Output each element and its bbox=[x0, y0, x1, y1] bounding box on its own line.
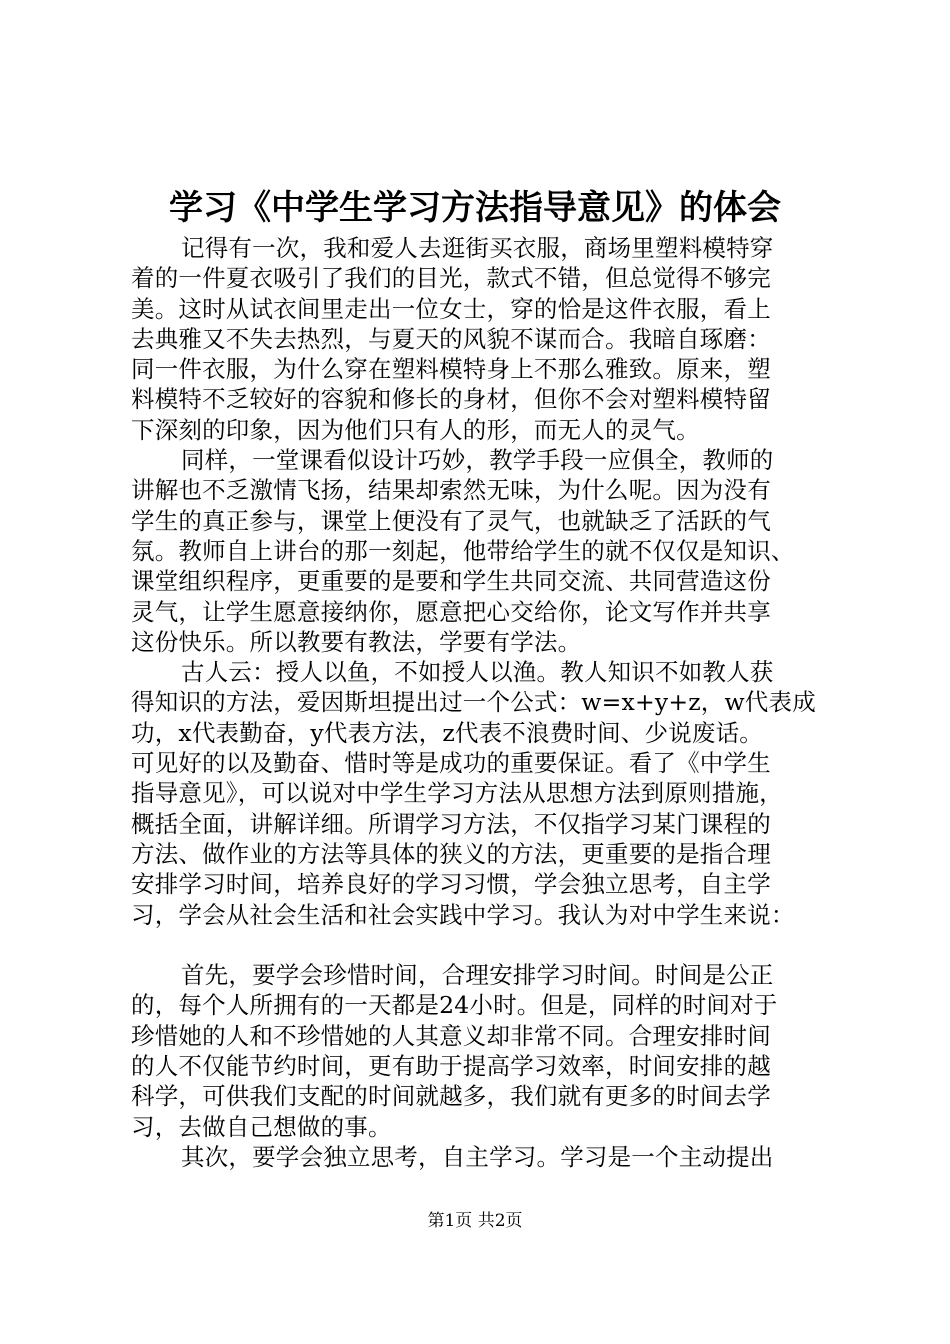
paragraph-line: 讲解也不乏激情飞扬，结果却索然无味，为什么呢。因为没有 bbox=[131, 476, 771, 505]
paragraph-line: 氛。教师自上讲台的那一刻起，他带给学生的就不仅仅是知识、 bbox=[131, 536, 795, 565]
paragraph-line: 这份快乐。所以教要有教法，学要有学法。 bbox=[131, 627, 582, 656]
blank-line bbox=[131, 930, 851, 960]
paragraph-line: 灵气，让学生愿意接纳你，愿意把心交给你，论文写作并共享 bbox=[131, 597, 771, 626]
paragraph-line: 课堂组织程序，更重要的是要和学生共同交流、共同营造这份 bbox=[131, 567, 771, 596]
paragraph-line: 同一件衣服，为什么穿在塑料模特身上不那么雅致。原来，塑 bbox=[131, 355, 771, 384]
paragraph-line: 的人不仅能节约时间，更有助于提高学习效率，时间安排的越 bbox=[131, 1052, 771, 1081]
paragraph-line: 下深刻的印象，因为他们只有人的形，而无人的灵气。 bbox=[131, 415, 700, 444]
paragraph-line: 习，学会从社会生活和社会实践中学习。我认为对中学生来说： bbox=[131, 900, 795, 929]
paragraph-line: 功，x代表勤奋，y代表方法，z代表不浪费时间、少说废话。 bbox=[131, 718, 764, 747]
paragraph-line: 习，去做自己想做的事。 bbox=[131, 1112, 392, 1141]
paragraph-line: 同样，一堂课看似设计巧妙，教学手段一应俱全，教师的 bbox=[181, 446, 774, 475]
paragraph-line: 科学，可供我们支配的时间就越多，我们就有更多的时间去学 bbox=[131, 1082, 771, 1111]
paragraph-line: 美。这时从试衣间里走出一位女士，穿的恰是这件衣服，看上 bbox=[131, 294, 771, 323]
paragraph-line: 料模特不乏较好的容貌和修长的身材，但你不会对塑料模特留 bbox=[131, 385, 771, 414]
document-title: 学习《中学生学习方法指导意见》的体会 bbox=[169, 188, 781, 228]
paragraph-line: 记得有一次，我和爱人去逛街买衣服，商场里塑料模特穿 bbox=[181, 234, 774, 262]
paragraph-line: 可见好的以及勤奋、惜时等是成功的重要保证。看了《中学生 bbox=[131, 749, 771, 778]
paragraph-line: 着的一件夏衣吸引了我们的目光，款式不错，但总觉得不够完 bbox=[131, 264, 771, 293]
paragraph-line: 安排学习时间，培养良好的学习习惯，学会独立思考，自主学 bbox=[131, 870, 771, 899]
paragraph-line: 珍惜她的人和不珍惜她的人其意义却非常不同。合理安排时间 bbox=[131, 1021, 771, 1050]
paragraph-line: 古人云：授人以鱼，不如授人以渔。教人知识不如教人获 bbox=[181, 658, 774, 687]
paragraph-line: 方法、做作业的方法等具体的狭义的方法，更重要的是指合理 bbox=[131, 839, 771, 868]
paragraph-line: 概括全面，讲解详细。所谓学习方法，不仅指学习某门课程的 bbox=[131, 809, 771, 838]
page-number-footer: 第1页 共2页 bbox=[427, 1211, 523, 1231]
paragraph-line: 得知识的方法，爱因斯坦提出过一个公式：w=x+y+z，w代表成 bbox=[131, 688, 816, 717]
paragraph-line: 指导意见》，可以说对中学生学习方法从思想方法到原则措施， bbox=[131, 779, 783, 808]
paragraph-line: 去典雅又不失去热烈，与夏天的风貌不谋而合。我暗自琢磨： bbox=[131, 324, 771, 353]
paragraph-line: 首先，要学会珍惜时间，合理安排学习时间。时间是公正 bbox=[181, 961, 774, 990]
document-body bbox=[131, 233, 851, 1172]
paragraph-line: 学生的真正参与，课堂上便没有了灵气，也就缺乏了活跃的气 bbox=[131, 506, 771, 535]
paragraph-line: 其次，要学会独立思考，自主学习。学习是一个主动提出 bbox=[181, 1142, 774, 1171]
paragraph-line: 的，每个人所拥有的一天都是24小时。但是，同样的时间对于 bbox=[131, 991, 778, 1020]
